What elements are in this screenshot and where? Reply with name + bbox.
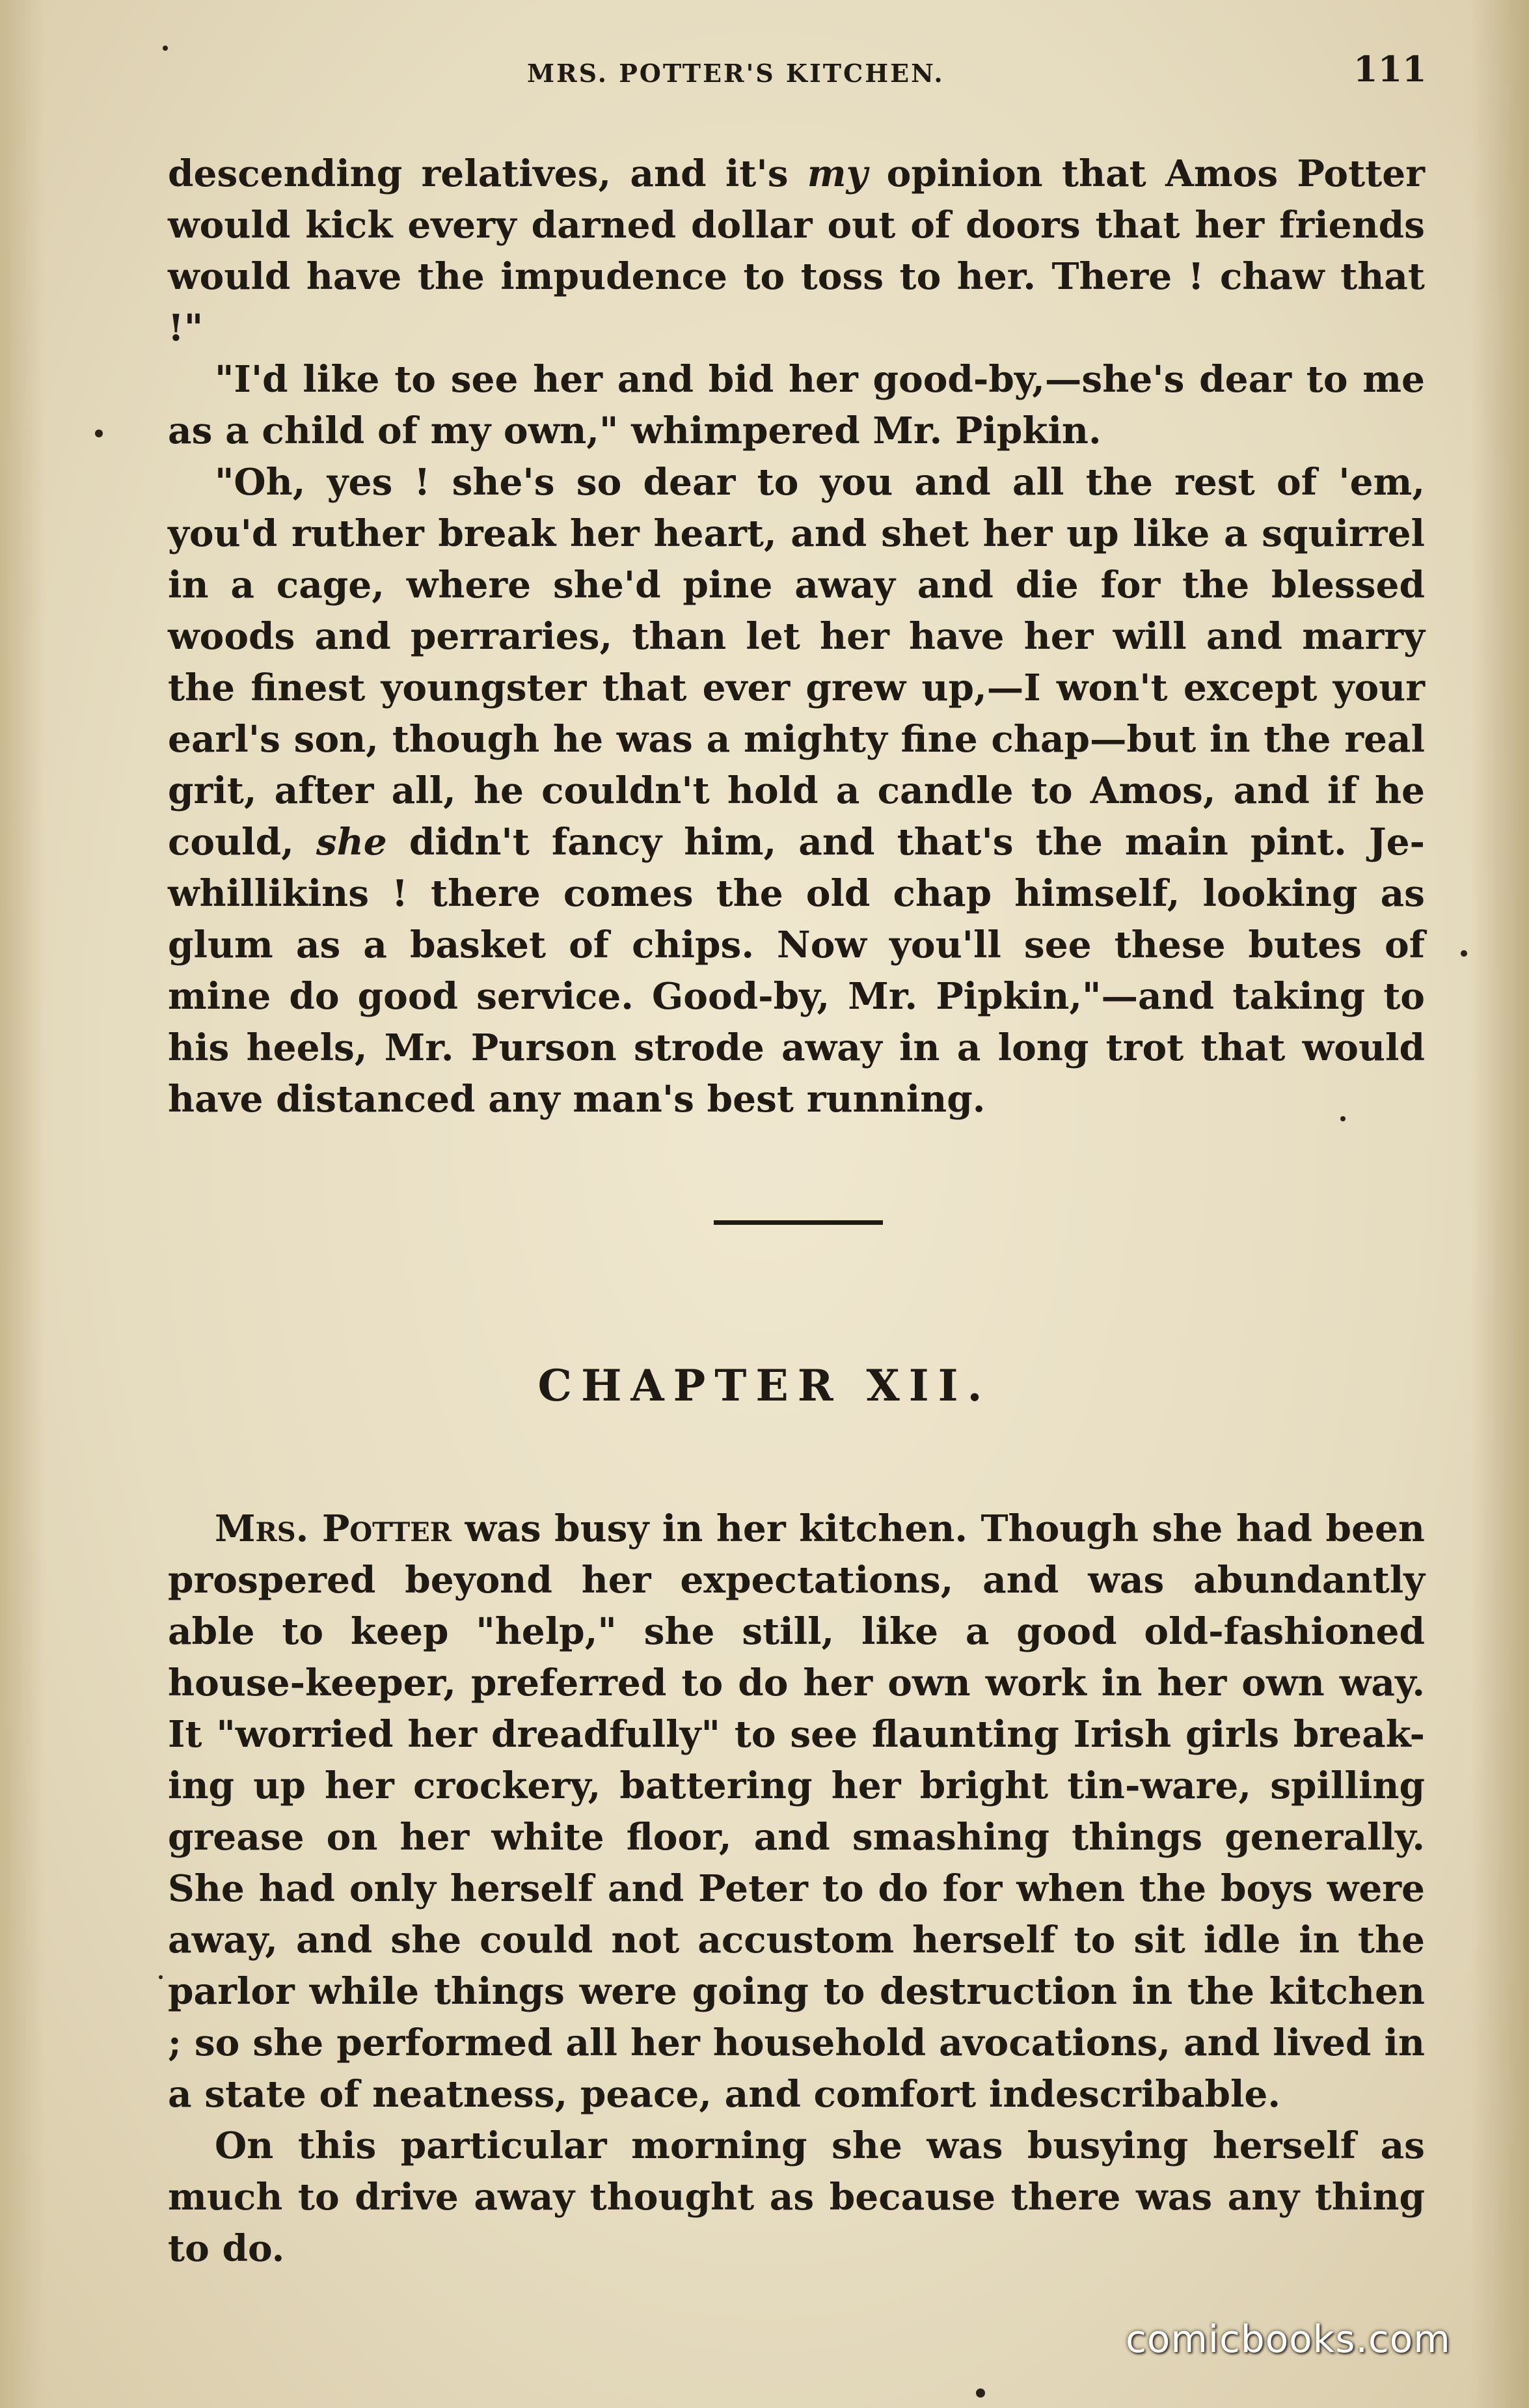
paper-speck <box>976 2388 985 2398</box>
emphasis: my <box>807 152 868 195</box>
chapter-text-block <box>168 1503 1425 2275</box>
text-run: "Oh, yes ! she's so dear to you and all the rest of 'em, you'd ruther break her heart, and shet her up like a squirrel in a cage, where she'd pine away and die for the blessed woods and perraries, than let her have her will and marry the finest youngster that ever grew up,—I won't except your earl's son, though he was a mighty fine chap—but in the real grit, after all, he couldn't hold a candle to Amos, and if he could, <box>168 461 1425 864</box>
chapter-heading: CHAPTER XII. <box>537 1360 992 1411</box>
small-caps-name: Mrs. Potter <box>215 1507 452 1550</box>
page-edge-right <box>1470 0 1529 2408</box>
page-edge-left <box>0 0 46 2408</box>
watermark-text: comicbooks.com <box>1126 2317 1451 2361</box>
paper-speck <box>159 1975 163 1979</box>
paragraph-purson <box>168 457 1425 1125</box>
page-number: 111 <box>1353 48 1427 90</box>
section-divider <box>714 1220 883 1225</box>
top-text-block <box>168 148 1425 1125</box>
running-title: MRS. POTTER'S KITCHEN. <box>527 59 945 88</box>
text-run: descending relatives, and it's <box>168 152 807 195</box>
text-run: opinion that Amos Potter would kick every darned dollar out of doors that her friends would have the impudence to toss to her. There ! chaw that !" <box>168 152 1425 349</box>
paragraph-continued <box>168 148 1425 354</box>
paragraph-kitchen <box>168 1503 1425 2120</box>
text-run: didn't fancy him, and that's the main pint. Je-whillikins ! there comes the old chap himself, looking as glum as a basket of chips. Now you'll see these butes of mine do good service. Good-by, Mr. Pipkin,"—and taking to his heels, Mr. Purson strode away in a long trot that would have distanced any man's best running. <box>168 821 1425 1121</box>
emphasis: she <box>316 821 387 864</box>
paper-speck <box>1340 1116 1346 1121</box>
paper-speck <box>1461 950 1467 957</box>
text-run: was busy in her kitchen. Though she had been prospered beyond her expectations, and was abundantly able to keep "help," she still, like a good old-fashioned house-keeper, preferred to do her own work in her own way. It "worried her dreadfully" to see flaunting Irish girls break-ing up her crockery, battering her bright tin-ware, spilling grease on her white floor, and smashing things generally. She had only herself and Peter to do for when the boys were away, and she could not accustom herself to sit idle in the parlor while things were going to destruction in the kitchen ; so she performed all her household avocations, and lived in a state of neatness, peace, and comfort indescribable. <box>168 1507 1425 2116</box>
paragraph-morning: On this particular morning she was busying herself as much to drive away thought as because there was any thing to do. <box>168 2124 1425 2270</box>
paper-speck <box>95 430 103 437</box>
paper-speck <box>163 46 168 51</box>
paragraph-pipkin: "I'd like to see her and bid her good-by,—she's dear to me as a child of my own," whimpered Mr. Pipkin. <box>168 358 1425 452</box>
running-head <box>0 46 1529 98</box>
